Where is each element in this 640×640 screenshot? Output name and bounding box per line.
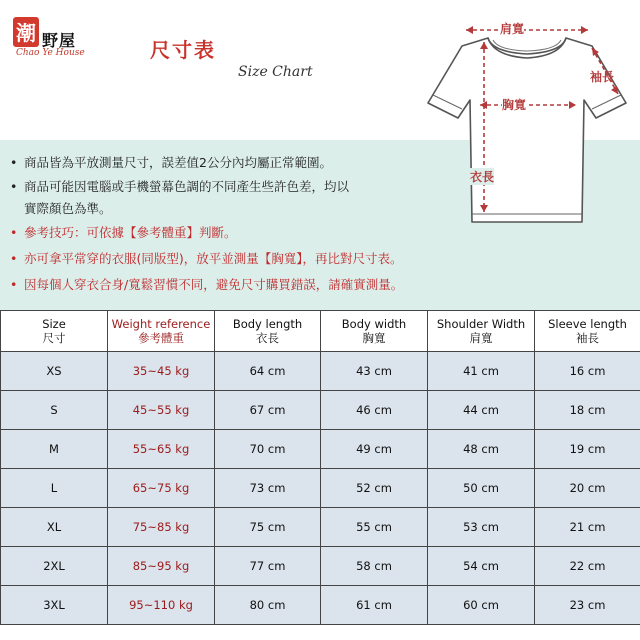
bullet-icon: • bbox=[10, 251, 18, 266]
page-title-cn: 尺寸表 bbox=[150, 38, 216, 62]
column-header bbox=[215, 311, 321, 352]
table-cell: 44 cm bbox=[428, 391, 535, 430]
table-cell: 23 cm bbox=[535, 586, 640, 625]
note-item bbox=[10, 274, 403, 296]
page-title-en: Size Chart bbox=[238, 64, 313, 80]
size-table bbox=[0, 310, 640, 625]
note-text: 商品可能因電腦或手機螢幕色調的不同產生些許色差，均以 bbox=[24, 179, 350, 194]
column-header-cn: 肩寬 bbox=[469, 331, 493, 345]
table-cell: 54 cm bbox=[428, 547, 535, 586]
table-row bbox=[1, 469, 640, 508]
table-cell: 21 cm bbox=[535, 508, 640, 547]
column-header-en: Size bbox=[42, 317, 66, 331]
column-header-cn: 尺寸 bbox=[42, 331, 66, 345]
column-header-cn: 袖長 bbox=[576, 331, 599, 345]
column-header bbox=[535, 311, 640, 352]
note-item bbox=[10, 176, 349, 220]
table-cell: 61 cm bbox=[321, 586, 428, 625]
table-cell: XL bbox=[1, 508, 108, 547]
table-cell: 55 cm bbox=[321, 508, 428, 547]
table-cell: 95~110 kg bbox=[108, 586, 215, 625]
column-header-en: Body width bbox=[341, 317, 407, 331]
table-cell: 55~65 kg bbox=[108, 430, 215, 469]
note-text: 因每個人穿衣合身/寬鬆習慣不同，避免尺寸購買錯誤，請確實測量。 bbox=[24, 277, 404, 292]
table-cell: L bbox=[1, 469, 108, 508]
table-row bbox=[1, 430, 640, 469]
table-header-row bbox=[1, 311, 640, 352]
table-cell: M bbox=[1, 430, 108, 469]
table-cell: 43 cm bbox=[321, 352, 428, 391]
column-header-en: Sleeve length bbox=[548, 317, 627, 331]
table-cell: 46 cm bbox=[321, 391, 428, 430]
table-cell: 3XL bbox=[1, 586, 108, 625]
column-header-cn: 參考體重 bbox=[138, 331, 184, 345]
table-cell: 75~85 kg bbox=[108, 508, 215, 547]
table-row bbox=[1, 508, 640, 547]
column-header bbox=[428, 311, 535, 352]
table-cell: 41 cm bbox=[428, 352, 535, 391]
column-header bbox=[1, 311, 108, 352]
table-row bbox=[1, 391, 640, 430]
table-cell: 35~45 kg bbox=[108, 352, 215, 391]
note-text: 商品皆為平放測量尺寸，誤差值2公分內均屬正常範圍。 bbox=[24, 155, 332, 170]
column-header bbox=[108, 311, 215, 352]
table-cell: 2XL bbox=[1, 547, 108, 586]
bullet-icon: • bbox=[10, 155, 18, 170]
note-item bbox=[10, 248, 403, 270]
table-cell: 48 cm bbox=[428, 430, 535, 469]
shoulder-width-label: 肩寬 bbox=[500, 22, 525, 36]
table-row bbox=[1, 586, 640, 625]
column-header-en: Weight reference bbox=[111, 317, 211, 331]
table-cell: 60 cm bbox=[428, 586, 535, 625]
table-cell: XS bbox=[1, 352, 108, 391]
table-cell: 64 cm bbox=[215, 352, 321, 391]
brand-name-cn: 野屋 bbox=[42, 31, 77, 50]
table-cell: 77 cm bbox=[215, 547, 321, 586]
table-cell: 67 cm bbox=[215, 391, 321, 430]
bullet-icon: • bbox=[10, 179, 18, 194]
table-cell: 19 cm bbox=[535, 430, 640, 469]
column-header-en: Shoulder Width bbox=[436, 317, 526, 331]
note-text: 參考技巧：可依據【參考體重】判斷。 bbox=[24, 225, 237, 240]
bullet-icon: • bbox=[10, 225, 18, 240]
chest-width-label: 胸寬 bbox=[502, 98, 527, 112]
column-header-cn: 胸寬 bbox=[362, 331, 386, 345]
note-item bbox=[10, 222, 237, 244]
table-cell: 20 cm bbox=[535, 469, 640, 508]
table-cell: 45~55 kg bbox=[108, 391, 215, 430]
tshirt-illustration-icon bbox=[420, 8, 636, 234]
table-cell: 70 cm bbox=[215, 430, 321, 469]
table-row bbox=[1, 352, 640, 391]
tshirt-diagram bbox=[420, 8, 636, 234]
table-cell: 22 cm bbox=[535, 547, 640, 586]
brand-name-en: Chao Ye House bbox=[16, 48, 85, 58]
table-row bbox=[1, 547, 640, 586]
table-cell: S bbox=[1, 391, 108, 430]
table-body bbox=[1, 352, 640, 625]
column-header-cn: 衣長 bbox=[256, 331, 279, 345]
table-cell: 18 cm bbox=[535, 391, 640, 430]
note-text: 實際顏色為準。 bbox=[24, 201, 112, 216]
table-cell: 73 cm bbox=[215, 469, 321, 508]
table-cell: 52 cm bbox=[321, 469, 428, 508]
table-cell: 80 cm bbox=[215, 586, 321, 625]
sleeve-length-label: 袖長 bbox=[590, 70, 615, 84]
table-cell: 53 cm bbox=[428, 508, 535, 547]
note-text: 亦可拿平常穿的衣服(同版型)，放平並測量【胸寬】，再比對尺寸表。 bbox=[24, 251, 403, 266]
column-header-en: Body length bbox=[232, 317, 303, 331]
logo-mark-icon bbox=[12, 15, 40, 49]
table-cell: 75 cm bbox=[215, 508, 321, 547]
svg-text:潮: 潮 bbox=[16, 21, 36, 45]
table-cell: 50 cm bbox=[428, 469, 535, 508]
table-cell: 85~95 kg bbox=[108, 547, 215, 586]
table-cell: 65~75 kg bbox=[108, 469, 215, 508]
table-cell: 49 cm bbox=[321, 430, 428, 469]
note-item bbox=[10, 152, 332, 174]
body-length-label: 衣長 bbox=[470, 170, 495, 184]
column-header bbox=[321, 311, 428, 352]
bullet-icon: • bbox=[10, 277, 18, 292]
table-cell: 58 cm bbox=[321, 547, 428, 586]
table-cell: 16 cm bbox=[535, 352, 640, 391]
